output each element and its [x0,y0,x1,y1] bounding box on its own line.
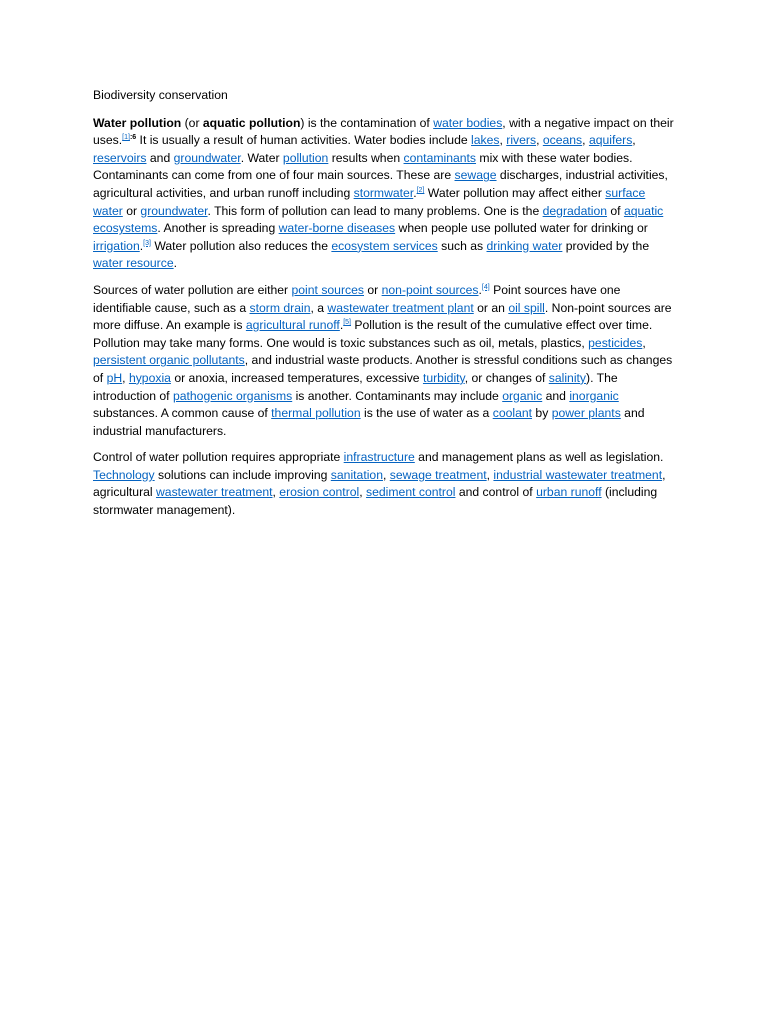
text-run: , [632,133,636,148]
text-run: discharges, industrial activities, agricultural activities, and urban runoff including [93,168,668,200]
text-run: of [607,203,624,218]
paragraph-3 [93,449,677,519]
text-run: . [339,318,344,333]
text-run: or an [473,300,509,315]
text-run: . Another is spreading [157,221,279,236]
text-run: is another. Contaminants may include [292,388,503,403]
link-technology[interactable]: Technology [93,467,155,482]
link-groundwater[interactable]: groundwater [140,203,208,218]
text-run: solutions can include improving [154,467,331,482]
text-run: , agricultural [93,467,666,500]
link-urban-runoff[interactable]: urban runoff [536,485,602,500]
text-run: and industrial manufacturers. [93,406,645,438]
link-oil-spill[interactable]: oil spill [508,300,545,315]
bold-text: aquatic pollution [202,115,301,130]
link-water-borne-diseases[interactable]: water-borne diseases [278,221,396,236]
reference-link[interactable]: [1] [122,134,130,142]
link-power-plants[interactable]: power plants [551,406,621,421]
text-run: , [582,133,589,148]
text-run: mix with these water bodies. Contaminants can come from one of four main sources. These are [93,150,633,183]
text-run: , and industrial waste products. Another is stressful conditions such as changes of [93,353,673,385]
link-non-point-sources[interactable]: non-point sources [381,282,479,297]
text-run: and [542,388,570,403]
reference-superscript[interactable] [122,134,130,141]
text-run: when people use polluted water for drinking or [395,221,648,236]
text-run: or [122,203,141,218]
document-heading: Biodiversity conservation [93,88,228,102]
text-run: Point sources have one identifiable cause, such as a [93,282,621,315]
reference-link[interactable]: [2] [416,186,425,194]
link-infrastructure[interactable]: infrastructure [343,450,415,465]
text-run: or anoxia, increased temperatures, excessive [170,370,423,385]
link-pesticides[interactable]: pesticides [588,335,643,350]
text-run: , with a negative impact on their uses. [93,115,674,148]
link-wastewater-treatment-plant[interactable]: wastewater treatment plant [327,300,474,315]
link-lakes[interactable]: lakes [471,133,500,148]
link-ecosystem-services[interactable]: ecosystem services [331,238,438,253]
text-run: Pollution is the result of the cumulative effect over time. Pollution may take many forms. One would is toxic substances such as oil, metals, plastics, [93,318,653,350]
text-run: (or [181,115,203,130]
reference-link[interactable]: [4] [481,283,490,291]
text-run: , [272,485,280,500]
text-run: . Non-point sources are more diffuse. An example is [93,300,672,333]
link-aquifers[interactable]: aquifers [588,133,633,148]
text-run: and control of [455,485,537,500]
text-run: Water pollution also reduces the [150,238,332,253]
text-run: and [146,150,174,165]
link-oceans[interactable]: oceans [542,133,583,148]
document-page [93,87,677,529]
text-run: , a [310,300,328,315]
text-run: (including stormwater management). [93,485,658,518]
link-inorganic[interactable]: inorganic [569,388,619,403]
text-run: , [486,467,494,482]
link-rivers[interactable]: rivers [506,133,537,148]
text-run: Sources of water pollution are either [93,282,292,297]
link-irrigation[interactable]: irrigation [93,238,140,253]
text-run: . This form of pollution can lead to many problems. One is the [207,203,543,218]
text-run: . [413,185,417,200]
link-stormwater[interactable]: stormwater [353,185,414,200]
link-sediment-control[interactable]: sediment control [366,485,456,500]
link-turbidity[interactable]: turbidity [422,370,465,385]
link-wastewater-treatment[interactable]: wastewater treatment [156,485,273,500]
text-run: . Water [240,150,283,165]
text-run: , [536,133,543,148]
link-agricultural-runoff[interactable]: agricultural runoff [245,318,340,333]
reference-link[interactable]: [5] [343,319,352,327]
link-pollution[interactable]: pollution [282,150,329,165]
link-ph[interactable]: pH [106,370,123,385]
text-run: , [642,335,646,350]
text-run: ) is the contamination of [300,115,434,130]
text-run: provided by the [562,238,650,253]
link-organic[interactable]: organic [502,388,543,403]
link-contaminants[interactable]: contaminants [403,150,477,165]
text-run: . [139,238,144,253]
link-erosion-control[interactable]: erosion control [279,485,360,500]
link-storm-drain[interactable]: storm drain [249,300,311,315]
link-salinity[interactable]: salinity [548,370,587,385]
link-water-resource[interactable]: water resource [93,256,174,271]
text-run: Control of water pollution requires appropriate [93,450,344,465]
link-sanitation[interactable]: sanitation [330,467,383,482]
link-coolant[interactable]: coolant [492,406,533,421]
link-sewage[interactable]: sewage [454,168,497,183]
text-run: , [122,370,129,385]
text-run: , [382,467,390,482]
link-hypoxia[interactable]: hypoxia [128,370,171,385]
text-run: ). The introduction of [93,370,618,403]
link-surface-water[interactable]: surface water [93,185,646,218]
link-groundwater[interactable]: groundwater [173,150,241,165]
text-run: substances. A common cause of [93,406,272,421]
link-persistent-organic-pollutants[interactable]: persistent organic pollutants [93,353,245,368]
text-run: It is usually a result of human activities. Water bodies include [136,133,472,148]
reference-link[interactable]: [3] [143,239,151,247]
link-thermal-pollution[interactable]: thermal pollution [271,406,361,421]
paragraph-2 [93,282,677,440]
link-aquatic-ecosystems[interactable]: aquatic ecosystems [93,203,664,236]
reference-superscript[interactable] [143,240,151,247]
link-pathogenic-organisms[interactable]: pathogenic organisms [172,388,293,403]
bold-text: :6 [129,134,137,142]
text-run: or [364,282,382,297]
reference-superscript[interactable] [482,284,490,291]
text-run: , [499,133,507,148]
text-run: Water pollution may affect either [424,185,606,200]
link-industrial-wastewater-treatment[interactable]: industrial wastewater treatment [493,467,663,482]
reference-superscript[interactable] [343,319,351,326]
text-run: by [532,406,552,421]
paragraph-1 [93,115,677,273]
link-point-sources[interactable]: point sources [291,282,364,297]
link-degradation[interactable]: degradation [542,203,608,218]
text-run: . [173,256,177,271]
link-reservoirs[interactable]: reservoirs [93,150,147,165]
bold-text: Water pollution [93,115,182,130]
text-run: . [478,282,482,297]
text-run: results when [328,150,404,165]
text-run: such as [437,238,487,253]
text-run: , [359,485,367,500]
link-sewage-treatment[interactable]: sewage treatment [389,467,487,482]
text-run: , or changes of [464,370,549,385]
text-run: is the use of water as a [360,406,493,421]
text-run: and management plans as well as legislation. [414,450,664,465]
link-water-bodies[interactable]: water bodies [433,115,503,130]
link-drinking-water[interactable]: drinking water [486,238,563,253]
